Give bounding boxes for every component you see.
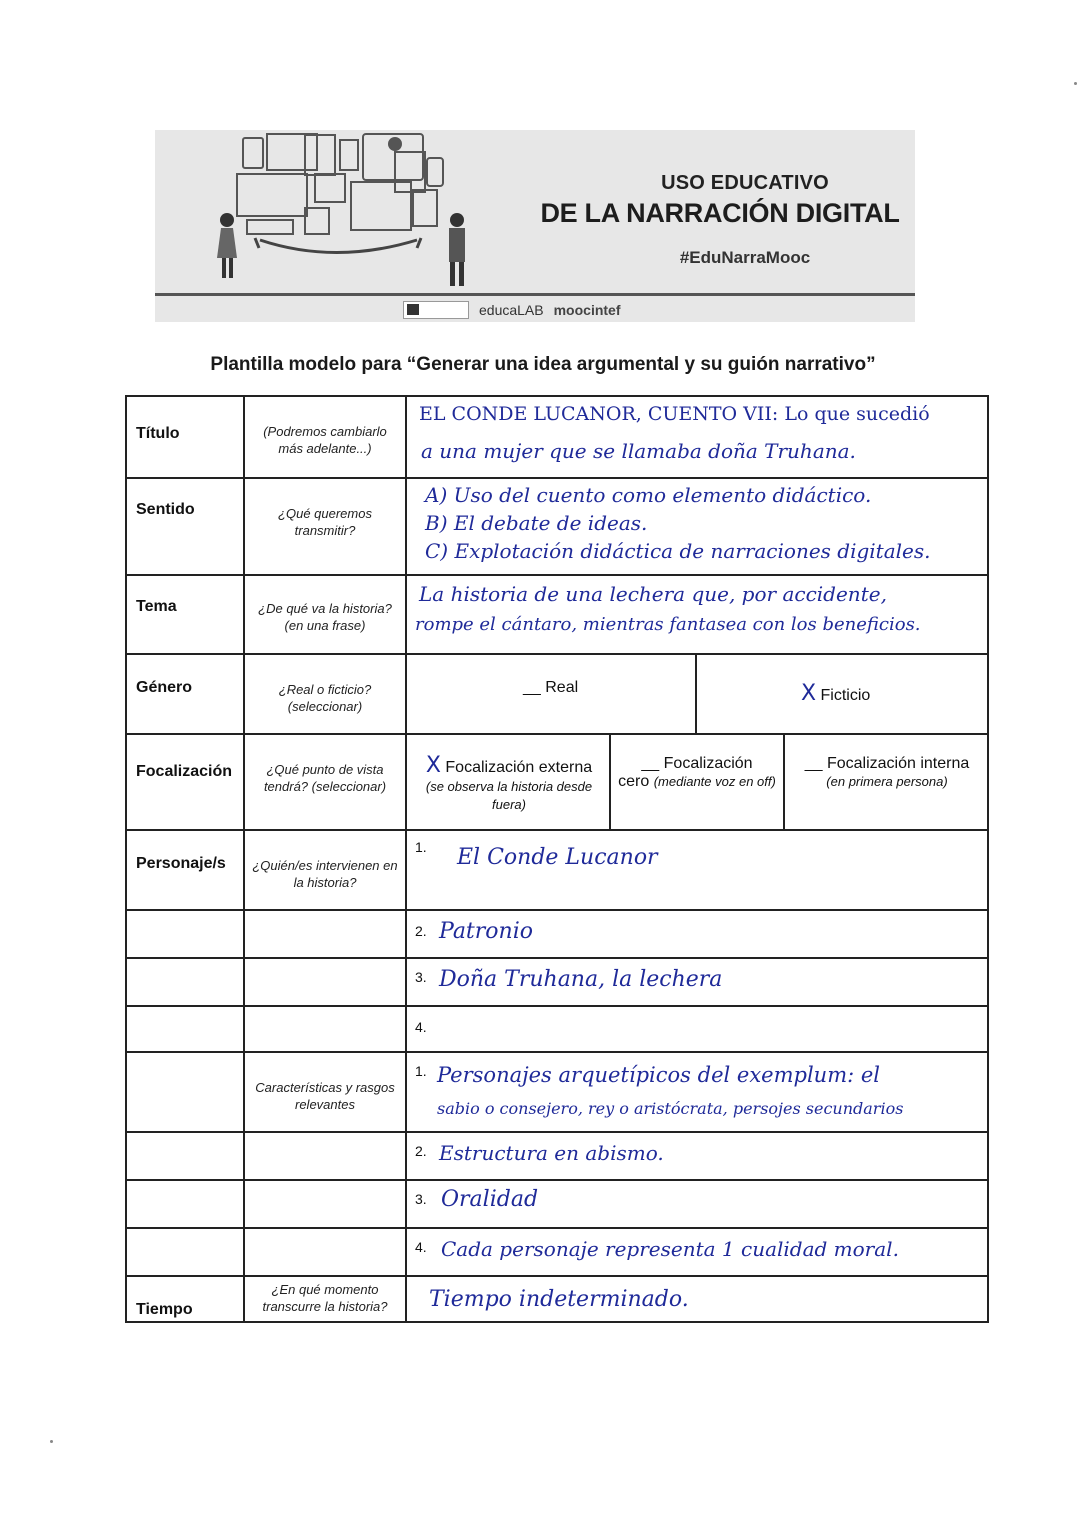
row-tiempo	[127, 1275, 987, 1323]
tiempo-answer[interactable]	[407, 1277, 987, 1323]
sentido-line-1: A) Uso del cuento como elemento didáctico.	[425, 483, 872, 507]
tiempo-text: Tiempo indeterminado.	[429, 1287, 689, 1312]
sentido-answer[interactable]	[407, 479, 987, 574]
sentido-label: Sentido	[136, 501, 195, 518]
row-tema	[127, 574, 987, 653]
tiempo-label: Tiempo	[136, 1301, 193, 1318]
tema-line-2: rompe el cántaro, mientras fantasea con los beneficios.	[415, 614, 921, 635]
titulo-line-1: EL CONDE LUCANOR, CUENTO VII: Lo que sucedió	[419, 403, 930, 425]
focalizacion-label: Focalización	[136, 763, 233, 780]
scan-speck	[1074, 82, 1077, 85]
row-caracteristica-4	[127, 1227, 987, 1275]
caracteristica-1-text: Personajes arquetípicos del exemplum: el	[437, 1063, 880, 1087]
personaje-3-text: Doña Truhana, la lechera	[439, 967, 723, 992]
titulo-prompt: (Podremos cambiarlo más adelante...)	[263, 424, 387, 456]
personaje-1-text: El Conde Lucanor	[457, 845, 658, 870]
personaje-answer-3[interactable]: 3. Doña Truhana, la lechera	[415, 967, 723, 992]
banner-title-small: USO EDUCATIVO	[661, 172, 829, 194]
caracteristica-2-text: Estructura en abismo.	[439, 1141, 664, 1165]
focalizacion-option-externa[interactable]	[413, 753, 605, 814]
personaje-answer-2[interactable]: 2. Patronio	[415, 919, 533, 944]
banner-divider	[155, 293, 915, 296]
row-caracteristica-3	[127, 1179, 987, 1227]
caracteristica-4-text: Cada personaje representa 1 cualidad moral.	[441, 1237, 899, 1261]
focalizacion-option-interna[interactable]	[789, 755, 985, 791]
genero-option-ficticio[interactable]	[801, 681, 870, 706]
caracteristica-answer-2[interactable]: 2. Estructura en abismo.	[415, 1141, 664, 1165]
sentido-line-2: B) El debate de ideas.	[425, 511, 648, 535]
page-title: Plantilla modelo para “Generar una idea argumental y su guión narrativo”	[210, 354, 876, 375]
caracteristica-answer-4[interactable]: 4. Cada personaje representa 1 cualidad moral.	[415, 1237, 899, 1261]
personaje-answer-4[interactable]: 4.	[415, 1019, 427, 1035]
sentido-prompt: ¿Qué queremos transmitir?	[278, 506, 372, 538]
header-banner	[155, 130, 915, 322]
row-personaje-4	[127, 1005, 987, 1051]
genero-option-real[interactable]: __ Real	[523, 679, 579, 696]
titulo-answer[interactable]	[407, 397, 987, 477]
row-personaje-2	[127, 909, 987, 957]
scan-speck	[50, 1440, 53, 1443]
personaje-answer-1[interactable]: 1. El Conde Lucanor	[415, 839, 658, 870]
row-personaje-1	[127, 829, 987, 909]
template-form	[125, 395, 989, 1323]
tema-label: Tema	[136, 598, 177, 615]
externa-title: Focalización externa	[445, 759, 593, 776]
personajes-label: Personaje/s	[136, 855, 226, 872]
externa-desc: (se observa la historia desde fuera)	[425, 779, 593, 812]
titulo-line-2: a una mujer que se llamaba doña Truhana.	[421, 439, 856, 463]
personajes-prompt: ¿Quién/es intervienen en la historia?	[252, 858, 398, 890]
interna-title: __ Focalización interna	[804, 755, 970, 772]
sentido-line-3: C) Explotación didáctica de narraciones digitales.	[425, 539, 931, 563]
educalab-logo: educaLAB	[479, 302, 544, 318]
caracteristicas-prompt: Características y rasgos relevantes	[255, 1080, 395, 1112]
focalizacion-prompt: ¿Qué punto de vista tendrá? (seleccionar)	[263, 762, 387, 794]
checkmark-x-icon: X	[801, 681, 817, 706]
row-personaje-3	[127, 957, 987, 1005]
tema-prompt: ¿De qué va la historia? (en una frase)	[258, 601, 392, 633]
focalizacion-option-cero[interactable]	[615, 755, 779, 791]
caracteristica-answer-1[interactable]: 1. Personajes arquetípicos del exemplum: el sabio o consejero, rey o aristócrata, persojes secundarios	[415, 1063, 904, 1118]
titulo-label: Título	[136, 425, 180, 442]
genero-prompt: ¿Real o ficticio? (seleccionar)	[278, 682, 372, 714]
moocintef-logo: moocintef	[553, 302, 621, 318]
checkmark-x-icon: X	[425, 753, 441, 778]
caracteristica-answer-3[interactable]: 3. Oralidad	[415, 1187, 539, 1212]
ficticio-label: Ficticio	[820, 687, 871, 704]
personaje-2-text: Patronio	[439, 919, 533, 944]
cero-title: __ Focalización	[641, 755, 753, 772]
caracteristica-1-text-cont: sabio o consejero, rey o aristócrata, persojes secundarios	[437, 1099, 904, 1118]
row-genero	[127, 653, 987, 733]
genero-label: Género	[136, 679, 193, 696]
row-caracteristica-1	[127, 1051, 987, 1131]
interna-desc: (en primera persona)	[826, 774, 948, 789]
banner-title: DE LA NARRACIÓN DIGITAL	[540, 198, 900, 228]
cero-word: cero	[618, 773, 650, 790]
tema-answer[interactable]	[407, 576, 987, 653]
caracteristica-3-text: Oralidad	[441, 1187, 539, 1212]
tiempo-prompt: ¿En qué momento transcurre la historia?	[262, 1282, 388, 1314]
sponsor-logos	[403, 300, 621, 320]
row-focalizacion	[127, 733, 987, 829]
row-sentido	[127, 477, 987, 574]
tema-line-1: La historia de una lechera que, por accidente,	[419, 582, 887, 606]
ministry-logo-icon	[403, 301, 469, 319]
row-caracteristica-2	[127, 1131, 987, 1179]
cero-desc: (mediante voz en off)	[653, 774, 776, 789]
banner-hashtag: #EduNarraMooc	[679, 248, 811, 267]
row-titulo	[127, 397, 987, 477]
